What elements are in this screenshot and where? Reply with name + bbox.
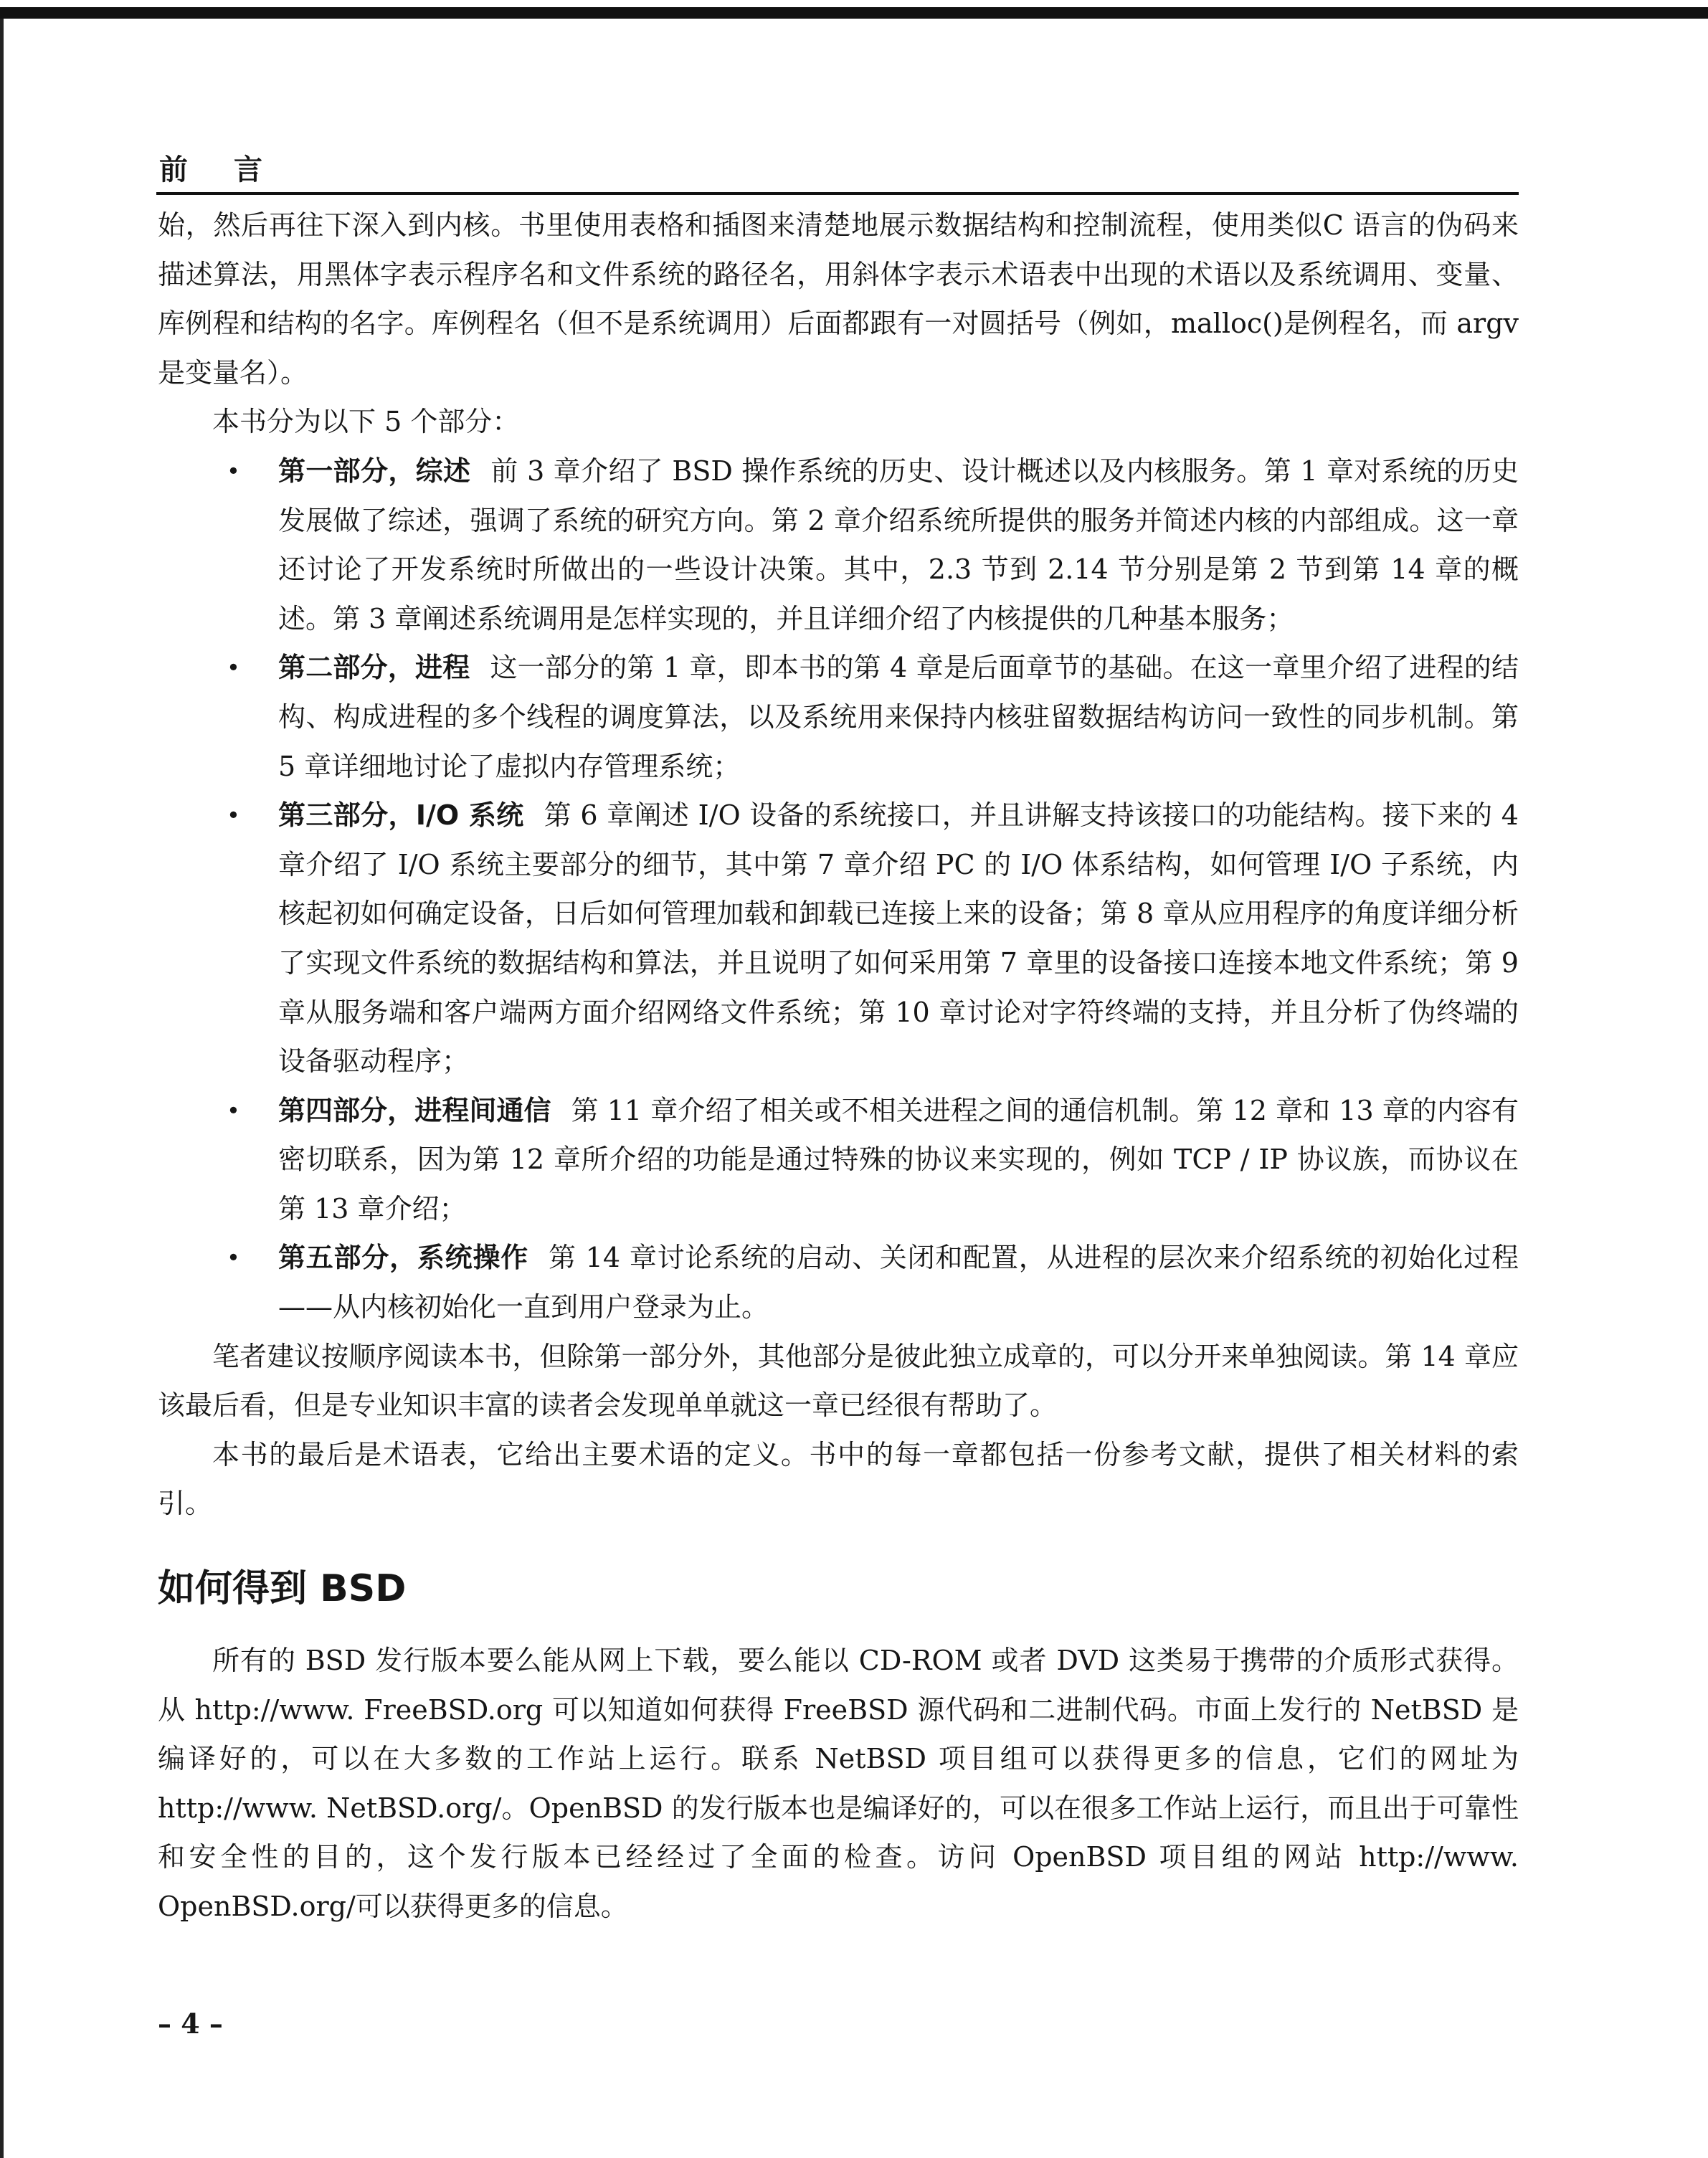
part-text: 第 14 章讨论系统的启动、关闭和配置，从进程的层次来介绍系统的初始化过程——从内核初始化一直到用户登录为止。 [278,1242,1519,1323]
list-item [158,643,1519,791]
part-title: 第一部分，综述 [278,455,471,487]
intro-paragraph: 始，然后再往下深入到内核。书里使用表格和插图来清楚地展示数据结构和控制流程，使用类似C 语言的伪码来描述算法，用黑体字表示程序名和文件系统的路径名，用斜体字表示术语表中出现的术语以及系统调用、变量、库例程和结构的名字。库例程名（但不是系统调用）后面都跟有一对圆括号（例如，malloc()是例程名，而 argv 是变量名）。 [158,209,1519,389]
bullet-icon: • [227,457,240,485]
page-body [158,201,1519,1931]
list-item [158,1086,1519,1234]
list-item [158,447,1519,643]
list-item [158,791,1519,1086]
parts-intro: 本书分为以下 5 个部分： [212,406,520,438]
part-text: 第 6 章阐述 I/O 设备的系统接口，并且讲解支持该接口的功能结构。接下来的 4 章介绍了 I/O 系统主要部分的细节，其中第 7 章介绍 PC 的 I/O 体系结构，如何管理 I/O 子系统，内核起初如何确定设备，日后如何管理加载和卸载已连接上来的设备；第 8 章从应用程序的角度详细分析了实现文件系统的数据结构和算法，并且说明了如何采用第 7 章里的设备接口连接本地文件系统；第 9 章从服务端和客户端两方面介绍网络文件系统；第 10 章讨论对字符终端的支持，并且分析了伪终端的设备驱动程序； [278,799,1519,1078]
bullet-icon: • [227,1244,240,1272]
parts-list [158,447,1519,1332]
bullet-icon: • [227,654,240,682]
part-title: 第二部分，进程 [278,652,470,684]
bullet-icon: • [227,802,240,830]
top-border-rule [0,7,1708,19]
header-rule [156,192,1519,195]
bullet-icon: • [227,1096,240,1124]
part-title: 第三部分，I/O 系统 [278,799,524,832]
page-number: – 4 – [158,2007,223,2040]
list-item [158,1233,1519,1331]
part-text: 这一部分的第 1 章，即本书的第 4 章是后面章节的基础。在这一章里介绍了进程的结构、构成进程的多个线程的调度算法，以及系统用来保持内核驻留数据结构访问一致性的同步机制。第 5 章详细地讨论了虚拟内存管理系统； [278,652,1519,782]
section-heading: 如何得到 BSD [158,1567,407,1611]
part-text: 前 3 章介绍了 BSD 操作系统的历史、设计概述以及内核服务。第 1 章对系统的历史发展做了综述，强调了系统的研究方向。第 2 章介绍系统所提供的服务并简述内核的内部组成。这一章还讨论了开发系统时所做出的一些设计决策。其中，2.3 节到 2.14 节分别是第 2 节到第 14 章的概述。第 3 章阐述系统调用是怎样实现的，并且详细介绍了内核提供的几种基本服务； [278,455,1519,634]
glossary-paragraph: 本书的最后是术语表，它给出主要术语的定义。书中的每一章都包括一份参考文献，提供了相关材料的索引。 [158,1438,1519,1520]
part-title: 第五部分，系统操作 [278,1242,529,1274]
scan-edge-shadow [0,19,4,2158]
part-title: 第四部分，进程间通信 [278,1094,551,1126]
section-paragraph: 所有的 BSD 发行版本要么能从网上下载，要么能以 CD-ROM 或者 DVD 这类易于携带的介质形式获得。从 http://www. FreeBSD.org 可以知道如何获得 FreeBSD 源代码和二进制代码。市面上发行的 NetBSD 是编译好的，可以在大多数的工作站上运行。联系 NetBSD 项目组可以获得更多的信息，它们的网址为 http://www. NetBSD.org/。OpenBSD 的发行版本也是编译好的，可以在很多工作站上运行，而且出于可靠性和安全性的目的，这个发行版本已经经过了全面的检查。访问 OpenBSD 项目组的网站 http://www. OpenBSD.org/可以获得更多的信息。 [158,1645,1519,1922]
running-header: 前言 [159,153,308,186]
reading-paragraph: 笔者建议按顺序阅读本书，但除第一部分外，其他部分是彼此独立成章的，可以分开来单独阅读。第 14 章应该最后看，但是专业知识丰富的读者会发现单单就这一章已经很有帮助了。 [158,1340,1519,1422]
part-text: 第 11 章介绍了相关或不相关进程之间的通信机制。第 12 章和 13 章的内容有密切联系，因为第 12 章所介绍的功能是通过特殊的协议来实现的，例如 TCP / IP 协议族，而协议在第 13 章介绍； [278,1094,1519,1225]
